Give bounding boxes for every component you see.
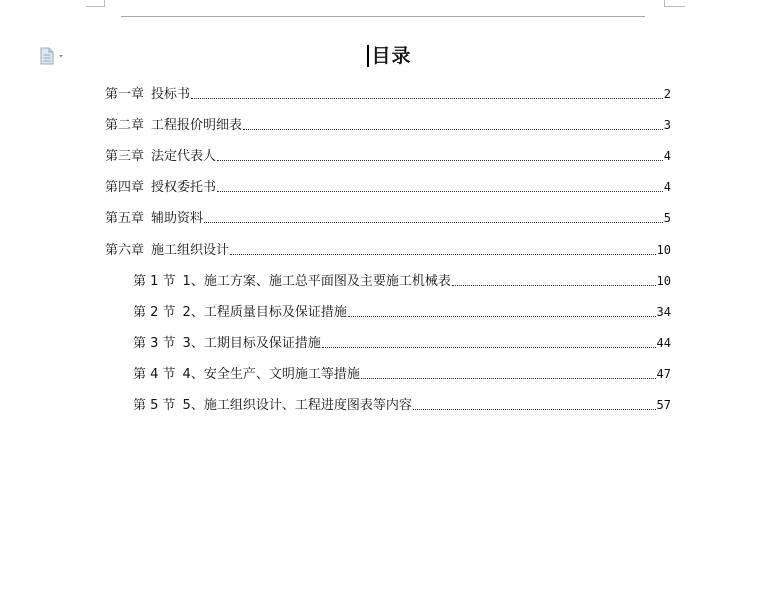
toc-entry-label bbox=[133, 272, 451, 292]
toc-entry-text: 4、安全生产、文明施工等措施 bbox=[182, 367, 360, 382]
toc-entry-text: 工程报价明细表 bbox=[151, 118, 243, 133]
toc-entry-number: 第二章 bbox=[105, 118, 145, 133]
toc-entry-label bbox=[133, 396, 412, 416]
toc-entry-number: 第四章 bbox=[105, 180, 145, 195]
toc-chapter-entry[interactable] bbox=[105, 115, 671, 135]
toc-page-number: 10 bbox=[656, 274, 671, 288]
toc-page-number: 44 bbox=[656, 336, 671, 350]
toc-page-number: 4 bbox=[663, 149, 671, 163]
toc-entry-number: 第 3 节 bbox=[133, 336, 176, 351]
toc-leader-dots bbox=[322, 346, 656, 348]
toc-entry-text: 辅助资料 bbox=[151, 211, 204, 226]
toc-section-entry[interactable] bbox=[133, 271, 671, 291]
toc-entry-text: 投标书 bbox=[151, 87, 191, 102]
toc-leader-dots bbox=[191, 97, 663, 99]
toc-entry-text: 3、工期目标及保证措施 bbox=[182, 336, 321, 351]
toc-entry-number: 第 4 节 bbox=[133, 367, 176, 382]
toc-entry-label bbox=[133, 365, 360, 385]
toc-section-entry[interactable] bbox=[133, 395, 671, 415]
toc-entry-text: 2、工程质量目标及保证措施 bbox=[182, 305, 347, 320]
toc-leader-dots bbox=[348, 315, 656, 317]
toc-entry-label bbox=[105, 85, 190, 105]
toc-entry-label bbox=[105, 147, 216, 167]
toc-leader-dots bbox=[230, 253, 656, 255]
toc-entry-label bbox=[133, 303, 347, 323]
toc-entry-text: 5、施工组织设计、工程进度图表等内容 bbox=[182, 398, 412, 413]
toc-page-number: 4 bbox=[663, 180, 671, 194]
toc-entry-label bbox=[105, 241, 229, 261]
toc-page-number: 57 bbox=[656, 398, 671, 412]
toc-entry-text: 授权委托书 bbox=[151, 180, 217, 195]
toc-page-number: 3 bbox=[663, 118, 671, 132]
toc-entry-label bbox=[105, 178, 216, 198]
toc-leader-dots bbox=[243, 128, 663, 130]
toc-entry-number: 第五章 bbox=[105, 211, 145, 226]
toc-chapter-entry[interactable] bbox=[105, 240, 671, 260]
toc-section-entry[interactable] bbox=[133, 302, 671, 322]
toc-page-number: 2 bbox=[663, 87, 671, 101]
toc-page-number: 34 bbox=[656, 305, 671, 319]
toc-entry-number: 第一章 bbox=[105, 87, 145, 102]
toc-entry-text: 法定代表人 bbox=[151, 149, 217, 164]
toc-page-number: 5 bbox=[663, 211, 671, 225]
toc-leader-dots bbox=[361, 377, 656, 379]
toc-chapter-entry[interactable] bbox=[105, 208, 671, 228]
toc-entry-number: 第六章 bbox=[105, 243, 145, 258]
toc-page-number: 10 bbox=[656, 243, 671, 257]
toc-entry-number: 第 5 节 bbox=[133, 398, 176, 413]
toc-chapter-entry[interactable] bbox=[105, 84, 671, 104]
toc-entry-label bbox=[105, 116, 242, 136]
toc-leader-dots bbox=[452, 284, 656, 286]
toc-leader-dots bbox=[217, 190, 663, 192]
toc-section-entry[interactable] bbox=[133, 333, 671, 353]
toc-entry-text: 1、施工方案、施工总平面图及主要施工机械表 bbox=[182, 274, 451, 289]
toc-leader-dots bbox=[204, 221, 663, 223]
toc-entry-label bbox=[105, 209, 203, 229]
toc-title-text: 目录 bbox=[371, 45, 412, 67]
toc-entry-number: 第三章 bbox=[105, 149, 145, 164]
toc-section-entry[interactable] bbox=[133, 364, 671, 384]
toc-leader-dots bbox=[413, 408, 656, 410]
toc-entry-label bbox=[133, 334, 321, 354]
toc-leader-dots bbox=[217, 159, 663, 161]
toc-entry-number: 第 2 节 bbox=[133, 305, 176, 320]
toc-page-number: 47 bbox=[656, 367, 671, 381]
toc-entry-number: 第 1 节 bbox=[133, 274, 176, 289]
toc-entry-text: 施工组织设计 bbox=[151, 243, 230, 258]
toc-chapter-entry[interactable] bbox=[105, 146, 671, 166]
toc-chapter-entry[interactable] bbox=[105, 177, 671, 197]
